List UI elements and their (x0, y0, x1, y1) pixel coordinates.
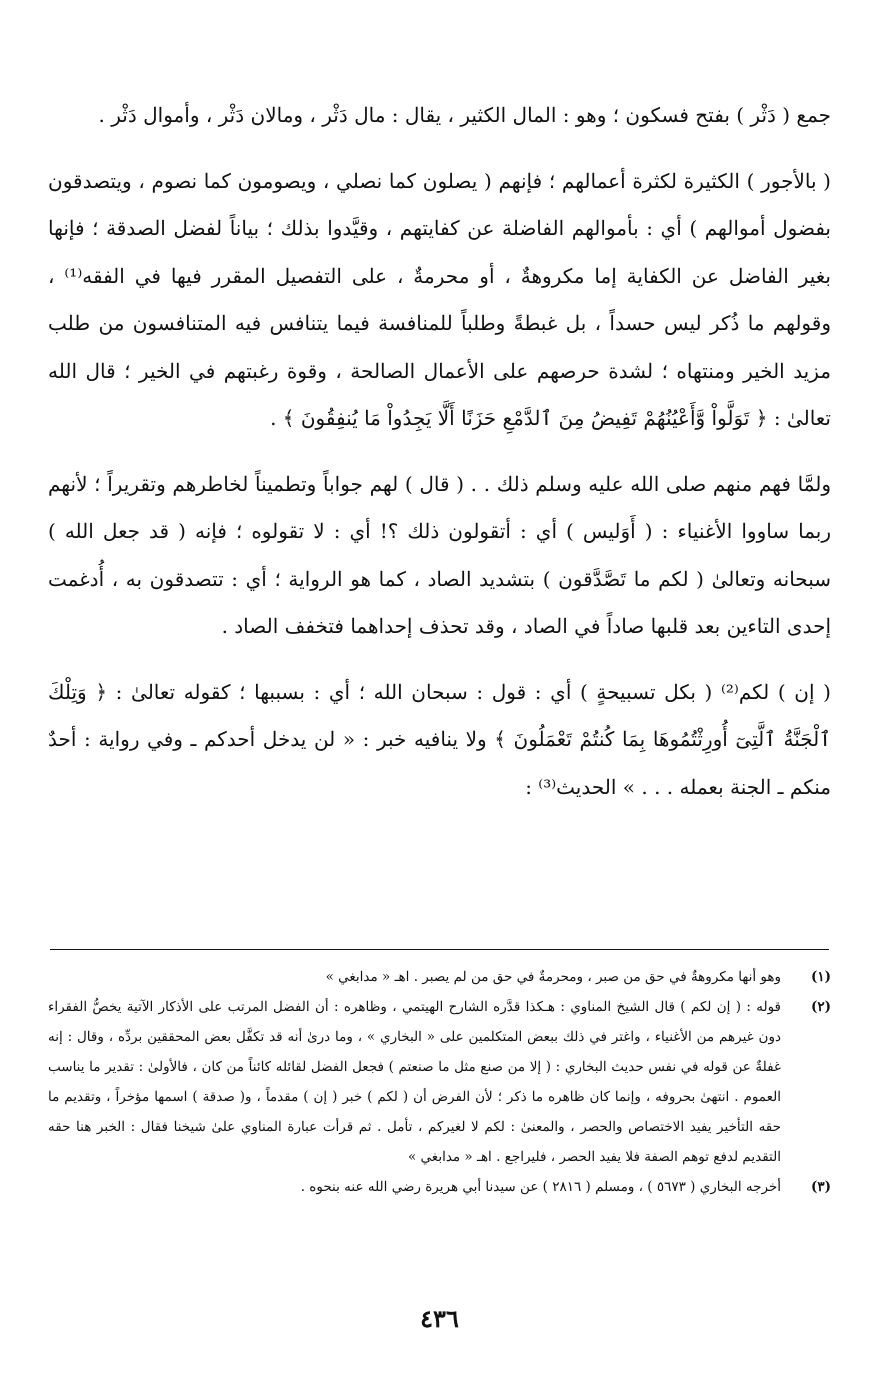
footnote-1 (48, 962, 831, 992)
footnote-2 (48, 992, 831, 1172)
paragraph-3: ولمَّا فهم منهم صلى الله عليه وسلم ذلك . . ( قال ) لهم جواباً وتطميناً لخاطرهم وتقريراً ؛ لأنهم ربما ساووا الأغنياء : ( أَوَليس ) أي : أتقولون ذلك ؟! أي : لا تقولوه ؛ فإنه ( قد جعل الله ) سبحانه وتعالىٰ ( لكم ما تَصَّدَّقون ) بتشديد الصاد ، كما هو الرواية ؛ أي : تتصدقون به ، أُدغمت إحدى التاءين بعد قلبها صاداً في الصاد ، وقد تحذف إحداهما فتخفف الصاد . (48, 471, 831, 638)
footnote-number: (١) (810, 969, 831, 985)
main-text (48, 92, 831, 811)
footnote-number: (٣) (810, 1179, 831, 1195)
paragraph-4: ( إن ) لكم⁽²⁾ ( بكل تسبيحةٍ ) أي : قول : سبحان الله ؛ أي : بسببها ؛ كقوله تعالىٰ : ﴿ وَتِلْكَ ٱلْجَنَّةُ ٱلَّتِىٓ أُورِثْتُمُوهَا بِمَا كُنتُمْ تَعْمَلُونَ ﴾ ولا ينافيه خبر : « لن يدخل أحدكم ـ وفي رواية : أحدٌ منكم ـ الجنة بعمله . . . » الحديث⁽³⁾ : (48, 679, 831, 799)
footnotes (48, 962, 831, 1202)
page-number: ٤٣٦ (420, 1304, 459, 1333)
footnote-divider (50, 949, 829, 950)
paragraph-1: جمع ( دَثْر ) بفتح فسكون ؛ وهو : المال الكثير ، يقال : مال دَثْر ، ومالان دَثْر ، وأموال دَثْر . (98, 103, 831, 127)
footnote-3 (48, 1172, 831, 1202)
paragraph-2: ( بالأجور ) الكثيرة لكثرة أعمالهم ؛ فإنهم ( يصلون كما نصلي ، ويصومون كما نصوم ، ويتصدقون بفضول أموالهم ) أي : بأموالهم الفاضلة عن كفايتهم ، وقيَّدوا بذلك ؛ بياناً لفضل الصدقة ؛ فإنها بغير الفاضل عن الكفاية إما مكروهةٌ ، أو محرمةٌ ، على التفصيل المقرر فيها في الفقه⁽¹⁾ ، وقولهم ما ذُكر ليس حسداً ، بل غبطةً وطلباً للمنافسة فيما يتنافس فيه المتنافسون من طلب مزيد الخير ومنتهاه ؛ لشدة حرصهم على الأعمال الصالحة ، وقوة رغبتهم في الخير ؛ قال الله تعالىٰ : ﴿ تَوَلَّواْ وَّأَعْيُنُهُمْ تَفِيضُ مِنَ ٱلدَّمْعِ حَزَنًا أَلَّا يَجِدُواْ مَا يُنفِقُونَ ﴾ . (48, 168, 831, 430)
footnote-text: وهو أنها مكروهةٌ في حق من صبر ، ومحرمةٌ في حق من لم يصبر . اهـ « مدابغي » (325, 969, 781, 985)
footnote-number: (٢) (810, 999, 831, 1015)
footnote-text: أخرجه البخاري ( ٥٦٧٣ ) ، ومسلم ( ٢٨١٦ ) عن سيدنا أبي هريرة رضي الله عنه بنحوه . (300, 1179, 781, 1195)
footnote-text: قوله : ( إن لكم ) قال الشيخ المناوي : هـكذا قدَّره الشارح الهيتمي ، وظاهره : أن الفضل المرتب على الأذكار الآتية يخصُّ الفقراء دون غيرهم من الأغنياء ، واغتر في ذلك ببعض المتكلمين على « البخاري » ، وما درىٰ أنه قد تكفَّل بعض المحققين بردِّه ، وقال : إنه غفلةٌ عن قوله في نفس حديث البخاري : ( إلا من صنع مثل ما صنعتم ) فجعل الفضل لقائله كائناً من كان ، فالأولىٰ : تقدير ما يناسب العموم . انتهىٰ بحروفه ، وإنما كان ظاهره ما ذكر ؛ لأن الفرض أن ( لكم ) خبر ( إن ) مقدماً ، و( صدقة ) اسمها مؤخراً ، وتقديم ما حقه التأخير يفيد الاختصاص والحصر ، والمعنىٰ : لكم لا لغيركم ، تأمل . ثم قرأت عبارة المناوي علىٰ شيخنا فقال : الخبر هنا حقه التقديم لدفع توهم الصفة فلا يفيد الحصر ، فليراجع . اهـ « مدابغي » (48, 999, 781, 1165)
